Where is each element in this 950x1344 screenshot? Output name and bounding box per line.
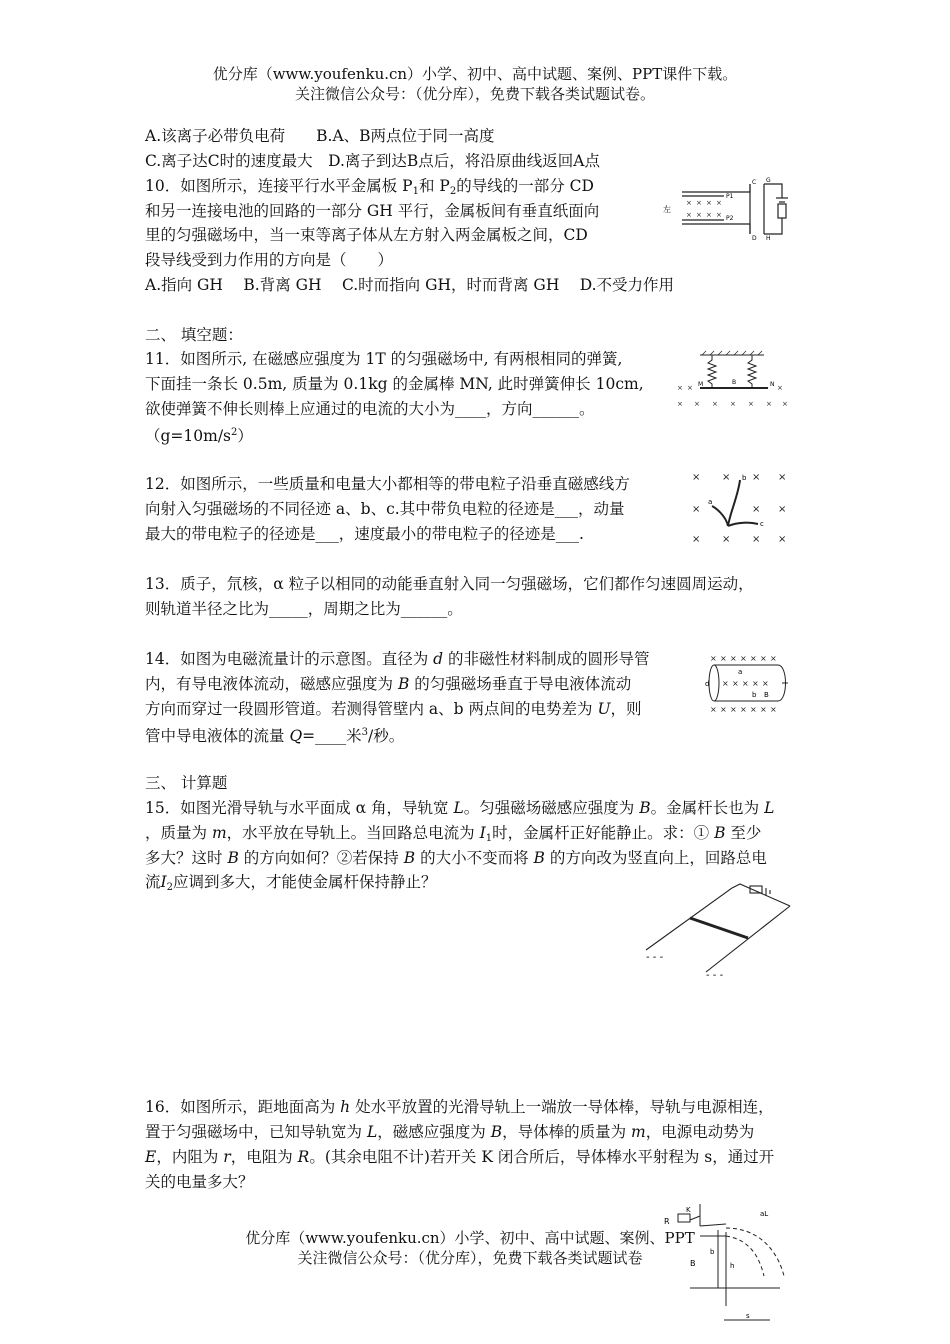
svg-text:×: × — [692, 534, 701, 545]
svg-text:×: × — [742, 679, 749, 688]
q10-fig-g: G — [766, 177, 771, 184]
q10-figure — [660, 176, 800, 242]
q14-fig-b: b — [752, 691, 757, 699]
svg-text:×: × — [750, 654, 757, 663]
q11-fig-m: M — [698, 381, 704, 388]
svg-text:×: × — [687, 384, 693, 392]
svg-text:×: × — [730, 654, 737, 663]
svg-text:×: × — [710, 654, 717, 663]
q16-fig-k: K — [686, 1206, 691, 1214]
svg-text:×: × — [722, 534, 731, 545]
q11-fig-b: B — [732, 379, 737, 386]
section-2-heading: 二、 填空题： — [145, 326, 243, 344]
q16-line-4: 关的电量多大？ — [145, 1173, 254, 1191]
q14-line-2: 内，有导电液体流动，磁感应强度为 B 的匀强磁场垂直于导电液体流动 — [145, 675, 632, 693]
q14-figure — [702, 652, 794, 714]
q16-fig-r: R — [664, 1217, 670, 1226]
q16-fig-al: aL — [760, 1210, 769, 1218]
svg-text:×: × — [696, 211, 702, 219]
svg-text:×: × — [730, 400, 736, 408]
svg-text:×: × — [732, 679, 739, 688]
q16-fig-b-lower: b — [710, 1248, 715, 1256]
svg-text:×: × — [686, 211, 692, 219]
q16-fig-s: s — [746, 1312, 750, 1320]
svg-text:×: × — [740, 705, 747, 714]
q12-fig-a: a — [708, 498, 713, 506]
svg-text:×: × — [722, 472, 731, 483]
section-3-heading: 三、 计算题 — [145, 774, 228, 792]
q10-fig-c: C — [752, 179, 757, 186]
q14-fig-a: a — [738, 668, 743, 676]
svg-text:×: × — [716, 211, 722, 219]
svg-text:×: × — [722, 679, 729, 688]
svg-text:×: × — [677, 384, 683, 392]
svg-text:×: × — [750, 705, 757, 714]
svg-text:×: × — [777, 384, 783, 392]
q10-fig-h: H — [766, 235, 771, 242]
svg-text:×: × — [677, 400, 683, 408]
svg-text:×: × — [760, 654, 767, 663]
svg-text:- - -: - - - — [706, 970, 724, 981]
q16-fig-b-field: B — [690, 1259, 696, 1268]
q11-figure — [672, 350, 792, 410]
svg-text:×: × — [752, 679, 759, 688]
svg-text:×: × — [740, 654, 747, 663]
svg-text:×: × — [710, 705, 717, 714]
page-header — [0, 64, 950, 104]
q10-options: A.指向 GH B.背离 GH C.时而指向 GH，时而背离 GH D.不受力作用 — [145, 276, 675, 294]
svg-text:×: × — [766, 400, 772, 408]
svg-text:×: × — [760, 705, 767, 714]
svg-text:×: × — [770, 654, 777, 663]
q16-fig-h: h — [730, 1262, 735, 1270]
q13-line-2: 则轨道半径之比为_____，周期之比为______。 — [145, 600, 463, 618]
svg-text:×: × — [778, 534, 787, 545]
footer-line-1: 优分库（www.youfenku.cn）小学、初中、高中试题、案例、PPT — [245, 1229, 695, 1247]
q16-line-2: 置于匀强磁场中，已知导轨宽为 L，磁感应强度为 B，导体棒的质量为 m，电源电动势为 — [145, 1123, 755, 1141]
q12-line-2: 向射入匀强磁场的不同径迹 a、b、c.其中带负电粒的径迹是___，动量 — [145, 500, 625, 518]
svg-text:×: × — [696, 199, 702, 207]
q11-line-1: 11．如图所示, 在磁感应强度为 1T 的匀强磁场中, 有两根相同的弹簧, — [145, 350, 623, 368]
q16-line-3: E，内阻为 r，电阻为 R。(其余电阻不计)若开关 K 闭合所后，导体棒水平射程为 s，通过开 — [145, 1148, 775, 1166]
svg-text:×: × — [706, 199, 712, 207]
q15-line-2: ，质量为 m，水平放在导轨上。当回路总电流为 $I_1$时，金属杆正好能静止。求：① B 至少 — [145, 824, 762, 844]
svg-text:×: × — [770, 705, 777, 714]
svg-text:×: × — [778, 472, 787, 483]
svg-text:×: × — [778, 504, 787, 515]
svg-text:×: × — [720, 705, 727, 714]
svg-text:×: × — [730, 705, 737, 714]
q10-fig-p1: P1 — [726, 193, 734, 200]
svg-text:×: × — [752, 534, 761, 545]
svg-text:×: × — [720, 654, 727, 663]
q12-fig-c: c — [760, 520, 764, 528]
q16-line-1: 16．如图所示，距地面高为 h 处水平放置的光滑导轨上一端放一导体棒，导轨与电源相连， — [145, 1098, 774, 1116]
svg-text:- - -: - - - — [646, 952, 664, 963]
header-line-1: 优分库（www.youfenku.cn）小学、初中、高中试题、案例、PPT课件下载。 — [212, 65, 738, 83]
header-line-2: 关注微信公众号：（优分库），免费下载各类试题试卷。 — [294, 85, 655, 103]
svg-text:×: × — [712, 400, 718, 408]
q15-line-3: 多大？这时 B 的方向如何？②若保持 B 的大小不变而将 B 的方向改为竖直向上，回路总电 — [145, 849, 767, 867]
svg-text:×: × — [762, 679, 769, 688]
q13-line-1: 13．质子，氘核，α 粒子以相同的动能垂直射入同一匀强磁场，它们都作匀速圆周运动， — [145, 575, 754, 593]
svg-text:×: × — [706, 211, 712, 219]
q11-fig-n: N — [770, 381, 775, 388]
svg-text:×: × — [752, 504, 761, 515]
svg-text:×: × — [782, 400, 788, 408]
q12-figure — [686, 468, 796, 548]
q10-fig-left: 左 — [663, 205, 671, 214]
q15-line-1: 15．如图光滑导轨与水平面成 α 角，导轨宽 L。匀强磁场磁感应强度为 B。金属杆长也为 L — [145, 799, 775, 817]
q10-fig-d: D — [752, 235, 757, 242]
q15-figure — [640, 880, 800, 980]
q14-fig-d: d — [705, 680, 710, 688]
q9-options-line-2: C.离子达C时的速度最大 D.离子到达B点后，将沿原曲线返回A点 — [145, 152, 600, 170]
svg-text:×: × — [686, 199, 692, 207]
q12-line-3: 最大的带电粒子的径迹是___，速度最小的带电粒子的径迹是___. — [145, 525, 584, 543]
q12-fig-b: b — [742, 474, 747, 482]
q11-line-3: 欲使弹簧不伸长则棒上应通过的电流的大小为____，方向______。 — [145, 400, 595, 418]
svg-text:×: × — [748, 400, 754, 408]
q10-line-2: 和另一连接电池的回路的一部分 GH 平行，金属板间有垂直纸面向 — [145, 202, 600, 220]
q12-line-1: 12．如图所示，一些质量和电量大小都相等的带电粒子沿垂直磁感线方 — [145, 475, 630, 493]
page-footer — [0, 1228, 950, 1268]
q9-options-line-1: A.该离子必带负电荷 B.A、B两点位于同一高度 — [145, 127, 495, 145]
q14-line-1: 14．如图为电磁流量计的示意图。直径为 d 的非磁性材料制成的圆形导管 — [145, 650, 650, 668]
svg-text:×: × — [692, 472, 701, 483]
q10-line-3: 里的匀强磁场中，当一束等离子体从左方射入两金属板之间，CD — [145, 226, 588, 244]
q10-line-1: 10．如图所示，连接平行水平金属板 $P_1$和 $P_2$的导线的一部分 CD — [145, 177, 594, 197]
q11-line-4: $(g=10m/s^2)$ — [145, 427, 253, 445]
svg-text:×: × — [692, 504, 701, 515]
q14-fig-B: B — [764, 691, 769, 699]
q14-line-3: 方向而穿过一段圆形管道。若测得管壁内 a、b 两点间的电势差为 U，则 — [145, 700, 642, 718]
q15-line-4: 流$I_2$应调到多大，才能使金属杆保持静止？ — [145, 873, 437, 893]
q11-line-2: 下面挂一条长 0.5m, 质量为 0.1kg 的金属棒 MN, 此时弹簧伸长 10cm, — [145, 375, 644, 393]
svg-text:×: × — [716, 199, 722, 207]
svg-text:×: × — [694, 400, 700, 408]
svg-text:×: × — [752, 472, 761, 483]
q14-line-4: 管中导电液体的流量 Q=____米$^3$/秒。 — [145, 727, 405, 745]
q10-fig-p2: P2 — [726, 215, 734, 222]
footer-line-2: 关注微信公众号：（优分库），免费下载各类试题试卷 — [297, 1249, 643, 1267]
q10-line-4: 段导线受到力作用的方向是（ ） — [145, 251, 394, 269]
